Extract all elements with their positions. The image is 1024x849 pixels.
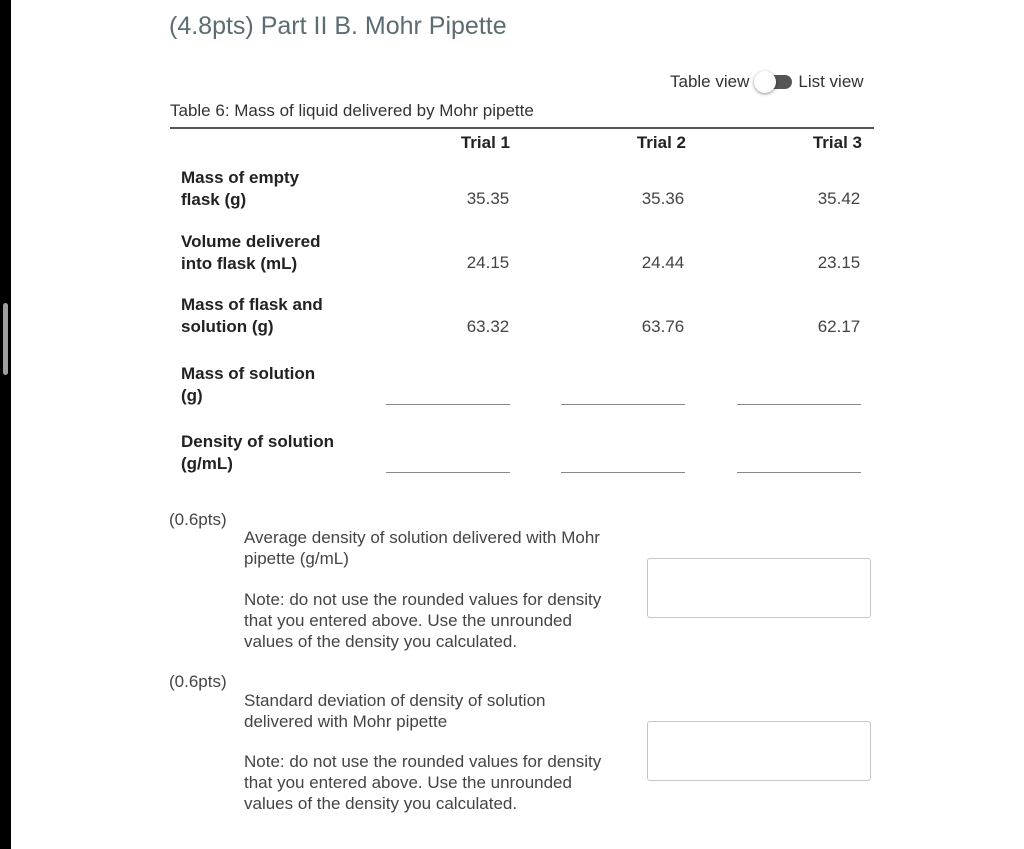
std-deviation-input[interactable] <box>647 721 871 781</box>
view-switch[interactable] <box>754 71 792 93</box>
question-text <box>244 527 639 569</box>
table-cell: 24.15 <box>466 253 510 272</box>
density-trial-3-input[interactable] <box>737 452 861 473</box>
left-edge-bar <box>0 0 11 849</box>
table-cell: 35.35 <box>466 189 510 208</box>
row-label-line: into flask (mL) <box>181 254 298 273</box>
note-line: Note: do not use the rounded values for density <box>244 590 602 609</box>
table-view-label[interactable]: Table view <box>670 72 750 91</box>
note-line: values of the density you calculated. <box>244 794 518 813</box>
note-line: that you entered above. Use the unrounded <box>244 611 572 630</box>
table-cell: 62.17 <box>817 317 861 336</box>
table-cell: 35.36 <box>641 189 685 208</box>
note-line: Note: do not use the rounded values for density <box>244 752 602 771</box>
table-cell: 63.32 <box>466 317 510 336</box>
mass-solution-trial-2-input[interactable] <box>561 384 685 405</box>
row-label-line: flask (g) <box>181 190 247 209</box>
column-header-trial-3: Trial 3 <box>812 133 862 152</box>
question-points: (0.6pts) <box>169 510 227 529</box>
table-cell: 63.76 <box>641 317 685 336</box>
mass-solution-trial-1-input[interactable] <box>386 384 510 405</box>
row-label-line: Volume delivered <box>181 232 321 251</box>
column-header-trial-1: Trial 1 <box>460 133 510 152</box>
row-label-mass-solution <box>181 363 351 407</box>
switch-knob <box>754 71 776 93</box>
question-text-line: delivered with Mohr pipette <box>244 712 448 731</box>
table-cell: 23.15 <box>817 253 861 272</box>
question-points: (0.6pts) <box>169 672 227 691</box>
column-header-trial-2: Trial 2 <box>636 133 686 152</box>
row-label-density-solution <box>181 431 351 475</box>
note-line: that you entered above. Use the unrounded <box>244 773 572 792</box>
row-label-line: (g/mL) <box>181 454 233 473</box>
table-cell: 24.44 <box>641 253 685 272</box>
question-note <box>244 751 639 814</box>
row-label-mass-flask-solution <box>181 294 351 338</box>
view-toggle <box>670 71 864 93</box>
question-text-line: Standard deviation of density of solution <box>244 691 546 710</box>
section-title: (4.8pts) Part II B. Mohr Pipette <box>169 12 507 40</box>
question-text-line: Average density of solution delivered with Mohr <box>244 528 600 547</box>
row-label-line: (g) <box>181 386 203 405</box>
table-cell: 35.42 <box>817 189 861 208</box>
row-label-line: solution (g) <box>181 317 274 336</box>
row-label-line: Mass of flask and <box>181 295 323 314</box>
table-caption: Table 6: Mass of liquid delivered by Mohr pipette <box>170 101 534 120</box>
list-view-label[interactable]: List view <box>798 72 864 91</box>
note-line: values of the density you calculated. <box>244 632 518 651</box>
question-note <box>244 589 639 652</box>
density-trial-1-input[interactable] <box>386 452 510 473</box>
mass-solution-trial-3-input[interactable] <box>737 384 861 405</box>
table-top-rule <box>170 127 874 129</box>
average-density-input[interactable] <box>647 558 871 618</box>
row-label-line: Mass of empty <box>181 168 300 187</box>
question-text <box>244 690 639 732</box>
question-text-line: pipette (g/mL) <box>244 549 349 568</box>
row-label-mass-empty-flask <box>181 167 351 211</box>
row-label-line: Density of solution <box>181 432 334 451</box>
row-label-line: Mass of solution <box>181 364 316 383</box>
scrollbar-thumb[interactable] <box>3 303 8 375</box>
row-label-volume-delivered <box>181 231 351 275</box>
density-trial-2-input[interactable] <box>561 452 685 473</box>
